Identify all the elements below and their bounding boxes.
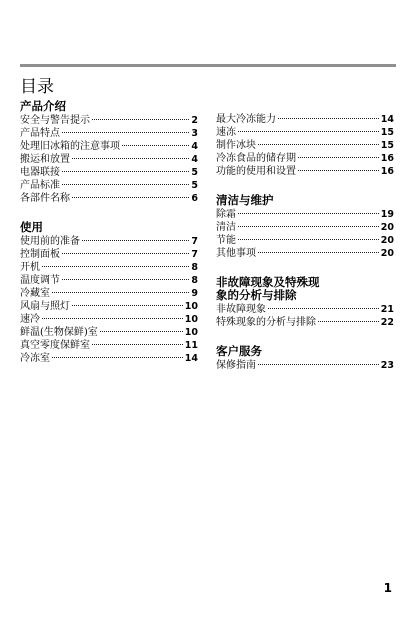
toc-entry-label: 除霜 <box>216 209 236 220</box>
toc-entry-page: 20 <box>380 235 394 246</box>
toc-entry[interactable] <box>20 326 198 339</box>
toc-entry-page: 21 <box>380 304 394 315</box>
dot-leader <box>72 158 189 159</box>
dot-leader <box>258 252 379 253</box>
toc-entry[interactable] <box>216 247 394 260</box>
toc-entry[interactable] <box>216 139 394 152</box>
toc-entry-page: 11 <box>184 340 198 351</box>
toc-entry-label: 功能的使用和设置 <box>216 166 296 177</box>
toc-entry-label: 节能 <box>216 235 236 246</box>
toc-entry-page: 6 <box>191 193 198 204</box>
toc-entry[interactable] <box>216 234 394 247</box>
dot-leader <box>258 144 379 145</box>
toc-entry-page: 15 <box>380 127 394 138</box>
toc-entry-page: 19 <box>380 209 394 220</box>
toc-entry[interactable] <box>216 303 394 316</box>
page-title: 目录 <box>20 77 54 97</box>
dot-leader <box>42 266 189 267</box>
toc-entry[interactable] <box>20 339 198 352</box>
toc-entry[interactable] <box>216 208 394 221</box>
toc-entry[interactable] <box>20 192 198 205</box>
toc-entry-page: 4 <box>191 141 198 152</box>
dot-leader <box>298 170 379 171</box>
dot-leader <box>298 157 379 158</box>
section-heading: 非故障现象及特殊现 象的分析与排除 <box>216 275 320 302</box>
toc-entry-page: 10 <box>184 301 198 312</box>
toc-entry-label: 控制面板 <box>20 249 60 260</box>
toc-entry-page: 7 <box>191 249 198 260</box>
toc-entry-label: 保修指南 <box>216 360 256 371</box>
toc-entry[interactable] <box>20 114 198 127</box>
toc-entry[interactable] <box>20 179 198 192</box>
toc-entry-label: 最大冷冻能力 <box>216 114 276 125</box>
toc-entry-page: 4 <box>191 154 198 165</box>
toc-entry-label: 使用前的准备 <box>20 236 80 247</box>
toc-entry-label: 速冻 <box>216 127 236 138</box>
dot-leader <box>72 305 183 306</box>
dot-leader <box>82 240 189 241</box>
toc-right-column <box>216 113 394 388</box>
dot-leader <box>258 364 379 365</box>
toc-entry-label: 处理旧冰箱的注意事项 <box>20 141 120 152</box>
toc-entry-page: 10 <box>184 327 198 338</box>
toc-section <box>20 221 198 365</box>
toc-entry-label: 特殊现象的分析与排除 <box>216 317 316 328</box>
toc-entry[interactable] <box>20 153 198 166</box>
toc-entry-page: 15 <box>380 140 394 151</box>
toc-entry-page: 16 <box>380 166 394 177</box>
dot-leader <box>100 331 183 332</box>
toc-entry[interactable] <box>20 287 198 300</box>
section-heading: 客户服务 <box>216 344 262 358</box>
toc-entry-label: 搬运和放置 <box>20 154 70 165</box>
dot-leader <box>238 226 379 227</box>
toc-entry[interactable] <box>216 221 394 234</box>
section-heading: 使用 <box>20 220 43 234</box>
dot-leader <box>62 279 189 280</box>
toc-entry[interactable] <box>216 359 394 372</box>
toc-entry-label: 温度调节 <box>20 275 60 286</box>
toc-entry-page: 14 <box>380 114 394 125</box>
toc-entry[interactable] <box>20 127 198 140</box>
toc-entry-page: 3 <box>191 128 198 139</box>
header-rule <box>20 64 396 67</box>
toc-entry-page: 5 <box>191 180 198 191</box>
dot-leader <box>62 132 189 133</box>
toc-entry-page: 2 <box>191 115 198 126</box>
toc-entry[interactable] <box>216 316 394 329</box>
section-heading: 产品介绍 <box>20 99 66 113</box>
toc-left-column <box>20 100 198 381</box>
toc-entry[interactable] <box>20 166 198 179</box>
toc-entry[interactable] <box>20 352 198 365</box>
page-number: 1 <box>383 581 392 595</box>
dot-leader <box>278 118 379 119</box>
section-heading: 清洁与维护 <box>216 193 274 207</box>
dot-leader <box>42 318 183 319</box>
toc-entry-page: 8 <box>191 275 198 286</box>
toc-entry-label: 冷冻食品的储存期 <box>216 153 296 164</box>
toc-entry[interactable] <box>216 126 394 139</box>
toc-entry-label: 速冷 <box>20 314 40 325</box>
toc-entry-label: 冷藏室 <box>20 288 50 299</box>
toc-entry-label: 其他事项 <box>216 248 256 259</box>
toc-entry-label: 清洁 <box>216 222 236 233</box>
toc-entry-label: 冷冻室 <box>20 353 50 364</box>
toc-entry-page: 10 <box>184 314 198 325</box>
toc-entry-page: 22 <box>380 317 394 328</box>
dot-leader <box>318 321 379 322</box>
dot-leader <box>122 145 189 146</box>
toc-entry-page: 23 <box>380 360 394 371</box>
dot-leader <box>238 131 379 132</box>
toc-entry-label: 各部件名称 <box>20 193 70 204</box>
toc-entry-page: 20 <box>380 222 394 233</box>
dot-leader <box>52 292 189 293</box>
toc-entry[interactable] <box>216 152 394 165</box>
toc-entry[interactable] <box>216 113 394 126</box>
dot-leader <box>62 253 189 254</box>
toc-entry-page: 8 <box>191 262 198 273</box>
dot-leader <box>268 308 379 309</box>
toc-entry-label: 开机 <box>20 262 40 273</box>
dot-leader <box>238 213 379 214</box>
toc-entry-label: 非故障现象 <box>216 304 266 315</box>
toc-entry[interactable] <box>20 300 198 313</box>
toc-entry-label: 鲜温(生物保鲜)室 <box>20 327 98 338</box>
toc-entry-page: 16 <box>380 153 394 164</box>
dot-leader <box>62 184 189 185</box>
dot-leader <box>92 344 183 345</box>
toc-entry-label: 风扇与照灯 <box>20 301 70 312</box>
toc-section <box>216 345 394 372</box>
dot-leader <box>72 197 189 198</box>
toc-entry-label: 制作冰块 <box>216 140 256 151</box>
toc-section <box>216 113 394 178</box>
toc-entry-page: 5 <box>191 167 198 178</box>
toc-entry-page: 7 <box>191 236 198 247</box>
toc-entry-label: 电器联接 <box>20 167 60 178</box>
toc-entry-label: 产品特点 <box>20 128 60 139</box>
toc-entry[interactable] <box>20 313 198 326</box>
toc-entry[interactable] <box>20 140 198 153</box>
toc-section <box>20 100 198 205</box>
toc-entry[interactable] <box>20 248 198 261</box>
dot-leader <box>92 119 189 120</box>
toc-entry[interactable] <box>20 274 198 287</box>
toc-entry[interactable] <box>20 261 198 274</box>
toc-section <box>216 194 394 260</box>
toc-entry-label: 产品标准 <box>20 180 60 191</box>
dot-leader <box>62 171 189 172</box>
toc-entry-page: 9 <box>191 288 198 299</box>
toc-entry-page: 14 <box>184 353 198 364</box>
toc-entry-label: 真空零度保鲜室 <box>20 340 90 351</box>
dot-leader <box>238 239 379 240</box>
toc-entry-page: 20 <box>380 248 394 259</box>
toc-section <box>216 276 394 329</box>
dot-leader <box>52 357 183 358</box>
toc-entry[interactable] <box>216 165 394 178</box>
toc-entry-label: 安全与警告提示 <box>20 115 90 126</box>
toc-entry[interactable] <box>20 235 198 248</box>
